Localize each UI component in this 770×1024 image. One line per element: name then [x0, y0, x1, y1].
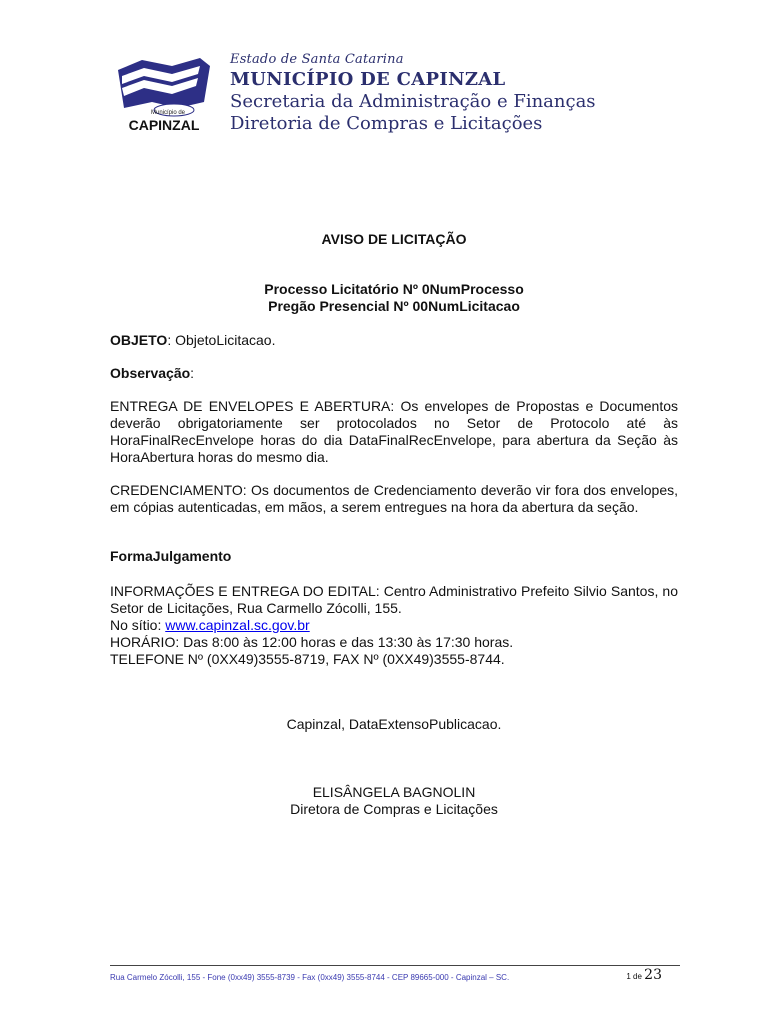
- directorate-name: Diretoria de Compras e Licitações: [230, 113, 543, 134]
- page-total: 23: [644, 967, 662, 983]
- objeto-value: : ObjetoLicitacao.: [167, 332, 276, 348]
- site-link[interactable]: www.capinzal.sc.gov.br: [165, 617, 310, 633]
- objeto-line: [110, 332, 678, 349]
- telefone-line: TELEFONE Nº (0XX49)3555-8719, FAX Nº (0XX49)3555-8744.: [110, 651, 505, 667]
- info-paragraph: INFORMAÇÕES E ENTREGA DO EDITAL: Centro Administrativo Prefeito Silvio Santos, no Setor de Licitações, Rua Carmello Zócolli, 155.: [110, 583, 678, 616]
- objeto-label: OBJETO: [110, 332, 168, 348]
- site-line: [110, 617, 678, 634]
- logo-small-text: Município de: [150, 110, 186, 116]
- state-name: Estado de Santa Catarina: [230, 52, 404, 67]
- capinzal-logo: [112, 56, 216, 134]
- pregao-number: Pregão Presencial Nº 00NumLicitacao: [268, 298, 520, 314]
- process-number: Processo Licitatório Nº 0NumProcesso: [264, 281, 524, 297]
- horario-line: HORÁRIO: Das 8:00 às 12:00 horas e das 13:30 às 17:30 horas.: [110, 634, 514, 650]
- signer-name: ELISÂNGELA BAGNOLIN: [312, 784, 476, 800]
- entrega-paragraph: ENTREGA DE ENVELOPES E ABERTURA: Os envelopes de Propostas e Documentos deverão obrigatoriamente ser protocolados no Setor de Protocolo até às HoraFinalRecEnvelope horas do dia DataFinalRecEnvelope, para abertura da Seção às HoraAbertura horas do mesmo dia.: [110, 398, 678, 465]
- info-block: [110, 583, 678, 668]
- logo-big-text: CAPINZAL: [128, 117, 200, 133]
- site-label: No sítio:: [110, 617, 166, 633]
- municipality-name: MUNICÍPIO DE CAPINZAL: [230, 69, 506, 90]
- place-date: Capinzal, DataExtensoPublicacao.: [286, 716, 502, 732]
- observacao-line: [110, 365, 678, 382]
- page-prefix: 1 de: [626, 972, 645, 981]
- signer-role: Diretora de Compras e Licitações: [290, 801, 498, 817]
- footer-address: Rua Carmelo Zócolli, 155 - Fone (0xx49) 3555-8739 - Fax (0xx49) 3555-8744 - CEP 89665-000 - Capinzal – SC.: [110, 973, 510, 982]
- forma-julgamento: FormaJulgamento: [110, 548, 232, 564]
- notice-title: AVISO DE LICITAÇÃO: [321, 231, 467, 247]
- footer-divider: [110, 965, 680, 966]
- letterhead: [230, 52, 596, 135]
- footer: [110, 967, 680, 983]
- flag-emblem-icon: [118, 58, 210, 116]
- page-indicator: [626, 967, 662, 983]
- secretariat-name: Secretaria da Administração e Finanças: [230, 91, 596, 112]
- observacao-label: Observação: [110, 365, 191, 381]
- observacao-colon: :: [190, 365, 195, 381]
- credenciamento-paragraph: CREDENCIAMENTO: Os documentos de Credenciamento deverão vir fora dos envelopes, em cópias autenticadas, em mãos, a serem entregues na hora da abertura da seção.: [110, 482, 678, 515]
